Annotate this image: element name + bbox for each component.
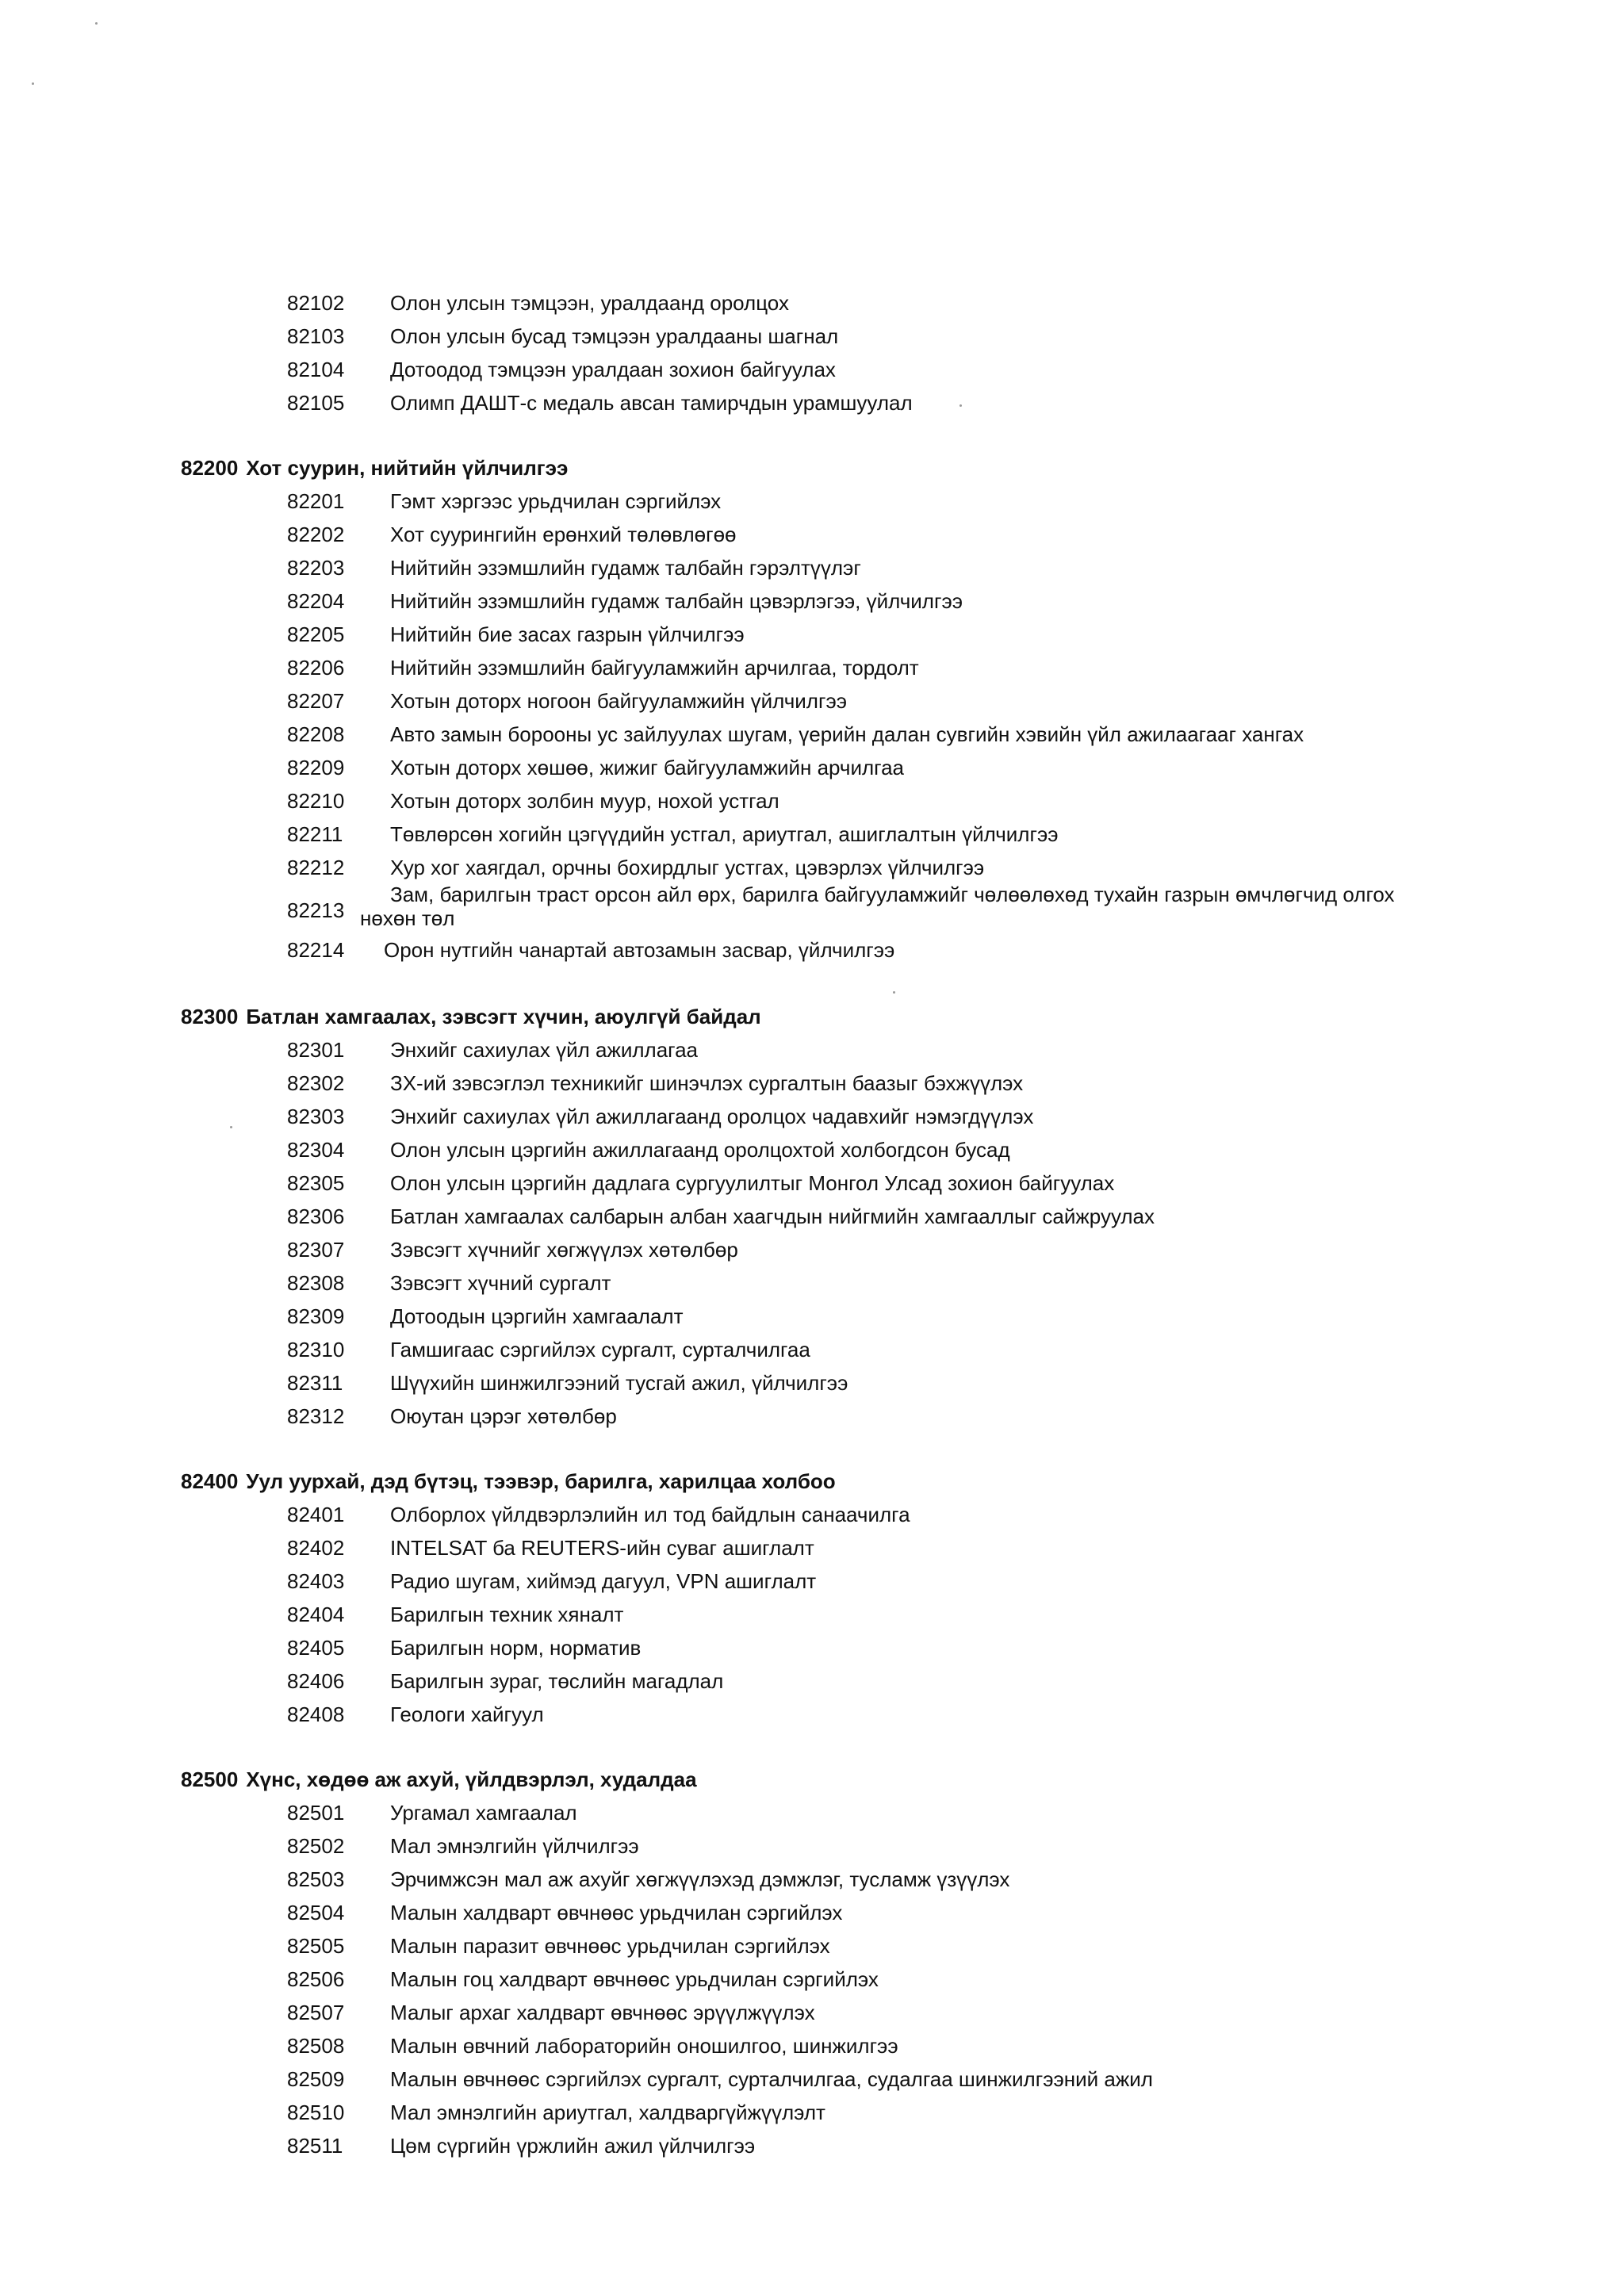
item-code: 82502 <box>287 1834 345 1858</box>
item-code: 82309 <box>287 1304 345 1328</box>
item-code: 82105 <box>287 391 345 415</box>
item-text: Малын өвчнөөс сэргийлэх сургалт, сурталчилгаа, судалгаа шинжилгээний ажил <box>390 2067 1153 2091</box>
item-text: Энхийг сахиулах үйл ажиллагаанд оролцох чадавхийг нэмэгдүүлэх <box>390 1105 1034 1128</box>
item-code: 82507 <box>287 2001 345 2024</box>
item-code: 82312 <box>287 1404 345 1428</box>
item-code: 82406 <box>287 1669 345 1693</box>
item-code: 82208 <box>287 722 345 746</box>
item-code: 82401 <box>287 1503 345 1526</box>
item-text: Дотоодын цэргийн хамгаалалт <box>390 1304 684 1328</box>
item-text: Нийтийн эзэмшлийн гудамж талбайн гэрэлтүүлэг <box>390 556 861 580</box>
item-code: 82307 <box>287 1238 345 1262</box>
item-code: 82211 <box>287 822 343 846</box>
item-text: Зэвсэгт хүчний сургалт <box>390 1271 611 1295</box>
item-text: Малын халдварт өвчнөөс урьдчилан сэргийлэх <box>390 1901 843 1924</box>
item-text: Олимп ДАШТ-с медаль авсан тамирчдын урамшуулал <box>390 391 913 415</box>
item-code: 82201 <box>287 489 345 513</box>
scan-speck <box>32 82 34 85</box>
item-code: 82204 <box>287 589 345 613</box>
section-heading <box>181 1465 836 1497</box>
scan-speck <box>95 22 98 25</box>
item-code: 82207 <box>287 689 345 713</box>
item-code: 82509 <box>287 2067 345 2091</box>
item-code: 82506 <box>287 1967 345 1991</box>
item-code: 82503 <box>287 1867 345 1891</box>
item-text: Цөм сүргийн үржлийн ажил үйлчилгээ <box>390 2134 756 2158</box>
item-code: 82209 <box>287 756 345 779</box>
item-text: Мал эмнэлгийн ариутгал, халдваргүйжүүлэлт <box>390 2101 825 2124</box>
item-text: Зэвсэгт хүчнийг хөгжүүлэх хөтөлбөр <box>390 1238 738 1262</box>
item-code: 82408 <box>287 1702 345 1726</box>
section-heading <box>181 1764 697 1795</box>
item-text: Төвлөрсөн хогийн цэгүүдийн устгал, ариутгал, ашиглалтын үйлчилгээ <box>390 822 1059 846</box>
item-code: 82505 <box>287 1934 345 1958</box>
item-text: Олон улсын цэргийн ажиллагаанд оролцохтой холбогдсон бусад <box>390 1138 1010 1162</box>
item-text-line1: Зам, барилгын траст орсон айл өрх, барилга байгууламжийг чөлөөлөхөд тухайн газрын өмчлөгчид олгох <box>390 883 1395 906</box>
item-code: 82213 <box>287 898 345 922</box>
item-code: 82203 <box>287 556 345 580</box>
item-text: Малын паразит өвчнөөс урьдчилан сэргийлэх <box>390 1934 830 1958</box>
item-code: 82311 <box>287 1371 343 1395</box>
section-heading <box>181 452 568 484</box>
scan-speck <box>230 1126 232 1128</box>
item-text: Орон нутгийн чанартай автозамын засвар, үйлчилгээ <box>384 938 895 962</box>
item-text: INTELSAT ба REUTERS-ийн суваг ашиглалт <box>390 1536 814 1560</box>
item-code: 82501 <box>287 1801 345 1825</box>
item-text: Олон улсын бусад тэмцээн уралдааны шагнал <box>390 324 839 348</box>
item-code: 82403 <box>287 1569 345 1593</box>
item-text: Барилгын зураг, төслийн магадлал <box>390 1669 724 1693</box>
section-code: 82400 <box>181 1469 239 1493</box>
item-code: 82308 <box>287 1271 345 1295</box>
item-code: 82405 <box>287 1636 345 1660</box>
item-code: 82306 <box>287 1204 345 1228</box>
item-text: Хотын доторх ногоон байгууламжийн үйлчилгээ <box>390 689 847 713</box>
section-heading <box>181 1001 761 1032</box>
item-text: Барилгын техник хяналт <box>390 1603 624 1626</box>
item-code: 82212 <box>287 856 345 879</box>
item-code: 82404 <box>287 1603 345 1626</box>
item-code: 82305 <box>287 1171 345 1195</box>
item-text: Гамшигаас сэргийлэх сургалт, сурталчилгаа <box>390 1338 810 1361</box>
item-text: Оюутан цэрэг хөтөлбөр <box>390 1404 617 1428</box>
item-text: Эрчимжсэн мал аж ахуйг хөгжүүлэхэд дэмжлэг, тусламж үзүүлэх <box>390 1867 1010 1891</box>
item-text: Малын гоц халдварт өвчнөөс урьдчилан сэргийлэх <box>390 1967 879 1991</box>
item-text: Нийтийн эзэмшлийн гудамж талбайн цэвэрлэгээ, үйлчилгээ <box>390 589 963 613</box>
item-text: Малын өвчний лабораторийн оношилгоо, шинжилгээ <box>390 2034 898 2058</box>
item-code: 82511 <box>287 2134 343 2158</box>
item-text-line2: нөхөн төл <box>360 906 455 930</box>
scan-speck <box>959 404 962 407</box>
item-text: Хотын доторх золбин муур, нохой устгал <box>390 789 779 813</box>
item-code: 82104 <box>287 358 345 381</box>
item-text: Шүүхийн шинжилгээний тусгай ажил, үйлчилгээ <box>390 1371 848 1395</box>
item-code: 82210 <box>287 789 345 813</box>
item-code: 82302 <box>287 1071 345 1095</box>
item-text: Хур хог хаягдал, орчны бохирдлыг устгах, цэвэрлэх үйлчилгээ <box>390 856 985 879</box>
item-code: 82205 <box>287 622 345 646</box>
item-text: Дотоодод тэмцээн уралдаан зохион байгуулах <box>390 358 836 381</box>
item-code: 82303 <box>287 1105 345 1128</box>
list-item-wrapped <box>0 879 1624 942</box>
item-text: Гэмт хэргээс урьдчилан сэргийлэх <box>390 489 722 513</box>
item-text: Малыг архаг халдварт өвчнөөс эрүүлжүүлэх <box>390 2001 815 2024</box>
item-text: Олон улсын тэмцээн, уралдаанд оролцох <box>390 291 789 315</box>
section-code: 82300 <box>181 1004 239 1028</box>
item-text: Энхийг сахиулах үйл ажиллагаа <box>390 1038 698 1062</box>
item-text: Хотын доторх хөшөө, жижиг байгууламжийн арчилгаа <box>390 756 905 779</box>
item-code: 82402 <box>287 1536 345 1560</box>
section-code: 82500 <box>181 1767 239 1791</box>
scan-speck <box>893 991 895 994</box>
item-text: Нийтийн бие засах газрын үйлчилгээ <box>390 622 745 646</box>
item-text: Радио шугам, хиймэд дагуул, VPN ашиглалт <box>390 1569 817 1593</box>
item-code: 82102 <box>287 291 345 315</box>
section-title: Хот суурин, нийтийн үйлчилгээ <box>246 455 569 480</box>
section-title: Батлан хамгаалах, зэвсэгт хүчин, аюулгүй байдал <box>246 1004 761 1028</box>
item-text: Олон улсын цэргийн дадлага сургуулилтыг Монгол Улсад зохион байгуулах <box>390 1171 1115 1195</box>
item-code: 82508 <box>287 2034 345 2058</box>
item-code: 82301 <box>287 1038 345 1062</box>
item-text: Авто замын борооны ус зайлуулах шугам, үерийн далан сувгийн хэвийн үйл ажилаагааг хангах <box>390 722 1304 746</box>
item-code: 82504 <box>287 1901 345 1924</box>
item-text: Геологи хайгуул <box>390 1702 544 1726</box>
item-code: 82304 <box>287 1138 345 1162</box>
section-title: Уул уурхай, дэд бүтэц, тээвэр, барилга, харилцаа холбоо <box>246 1469 836 1493</box>
item-code: 82103 <box>287 324 345 348</box>
item-text: Олборлох үйлдвэрлэлийн ил тод байдлын санаачилга <box>390 1503 910 1526</box>
item-code: 82310 <box>287 1338 345 1361</box>
section-title: Хүнс, хөдөө аж ахуй, үйлдвэрлэл, худалдаа <box>246 1767 697 1791</box>
item-code: 82510 <box>287 2101 345 2124</box>
item-text: ЗХ-ий зэвсэглэл техникийг шинэчлэх сургалтын баазыг бэхжүүлэх <box>390 1071 1024 1095</box>
item-text: Нийтийн эзэмшлийн байгууламжийн арчилгаа, тордолт <box>390 656 919 680</box>
item-text: Хот суурингийн ерөнхий төлөвлөгөө <box>390 523 737 546</box>
item-code: 82206 <box>287 656 345 680</box>
item-text: Мал эмнэлгийн үйлчилгээ <box>390 1834 639 1858</box>
item-text: Ургамал хамгаалал <box>390 1801 577 1825</box>
item-text: Барилгын норм, норматив <box>390 1636 642 1660</box>
item-code: 82202 <box>287 523 345 546</box>
item-code: 82214 <box>287 938 345 962</box>
item-text: Батлан хамгаалах салбарын албан хаагчдын нийгмийн хамгааллыг сайжруулах <box>390 1204 1155 1228</box>
section-code: 82200 <box>181 455 239 480</box>
